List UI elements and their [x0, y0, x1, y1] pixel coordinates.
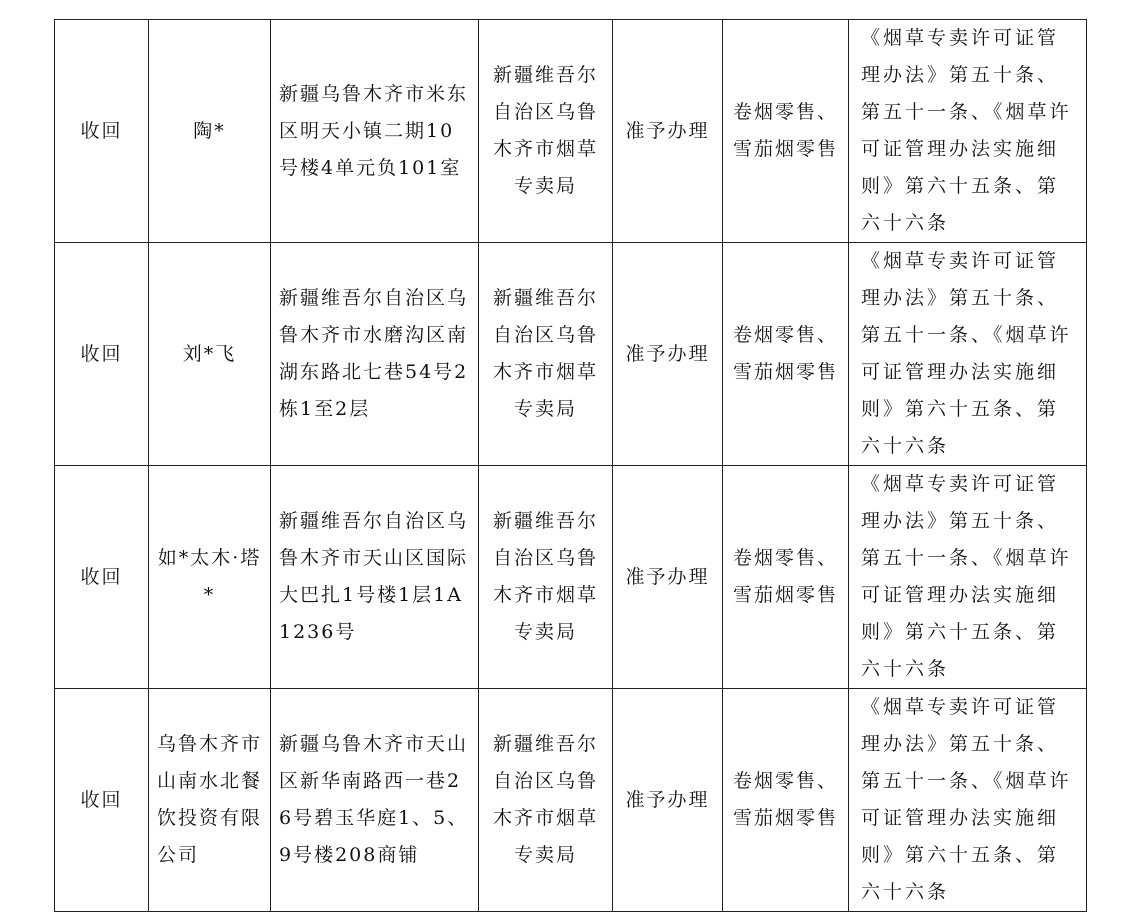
address-cell: 新疆维吾尔自治区乌鲁木齐市天山区国际大巴扎1号楼1层1A1236号: [271, 466, 479, 689]
scope-cell: 卷烟零售、雪茄烟零售: [723, 689, 849, 912]
action-cell: 收回: [55, 689, 149, 912]
legal-basis-cell: 《烟草专卖许可证管理办法》第五十条、第五十一条、《烟草许可证管理办法实施细则》第六十五条、第六十六条: [849, 243, 1087, 466]
name-cell: 如*太木·塔*: [149, 466, 271, 689]
decision-cell: 准予办理: [613, 243, 723, 466]
action-cell: 收回: [55, 20, 149, 243]
address-cell: 新疆乌鲁木齐市天山区新华南路西一巷26号碧玉华庭1、5、9号楼208商铺: [271, 689, 479, 912]
legal-basis-cell: 《烟草专卖许可证管理办法》第五十条、第五十一条、《烟草许可证管理办法实施细则》第六十五条、第六十六条: [849, 466, 1087, 689]
table-row: [55, 20, 1087, 243]
action-cell: 收回: [55, 243, 149, 466]
table-row: [55, 689, 1087, 912]
table-row: [55, 243, 1087, 466]
authority-cell: 新疆维吾尔自治区乌鲁木齐市烟草专卖局: [479, 243, 613, 466]
authority-cell: 新疆维吾尔自治区乌鲁木齐市烟草专卖局: [479, 466, 613, 689]
scope-cell: 卷烟零售、雪茄烟零售: [723, 243, 849, 466]
legal-basis-cell: 《烟草专卖许可证管理办法》第五十条、第五十一条、《烟草许可证管理办法实施细则》第六十五条、第六十六条: [849, 20, 1087, 243]
address-cell: 新疆乌鲁木齐市米东区明天小镇二期10号楼4单元负101室: [271, 20, 479, 243]
decision-cell: 准予办理: [613, 20, 723, 243]
scope-cell: 卷烟零售、雪茄烟零售: [723, 466, 849, 689]
license-revocation-table: [54, 19, 1087, 912]
name-cell: 乌鲁木齐市山南水北餐饮投资有限公司: [149, 689, 271, 912]
address-cell: 新疆维吾尔自治区乌鲁木齐市水磨沟区南湖东路北七巷54号2栋1至2层: [271, 243, 479, 466]
action-cell: 收回: [55, 466, 149, 689]
decision-cell: 准予办理: [613, 466, 723, 689]
decision-cell: 准予办理: [613, 689, 723, 912]
authority-cell: 新疆维吾尔自治区乌鲁木齐市烟草专卖局: [479, 20, 613, 243]
name-cell: 陶*: [149, 20, 271, 243]
legal-basis-cell: 《烟草专卖许可证管理办法》第五十条、第五十一条、《烟草许可证管理办法实施细则》第六十五条、第六十六条: [849, 689, 1087, 912]
name-cell: 刘*飞: [149, 243, 271, 466]
authority-cell: 新疆维吾尔自治区乌鲁木齐市烟草专卖局: [479, 689, 613, 912]
table-row: [55, 466, 1087, 689]
scope-cell: 卷烟零售、雪茄烟零售: [723, 20, 849, 243]
